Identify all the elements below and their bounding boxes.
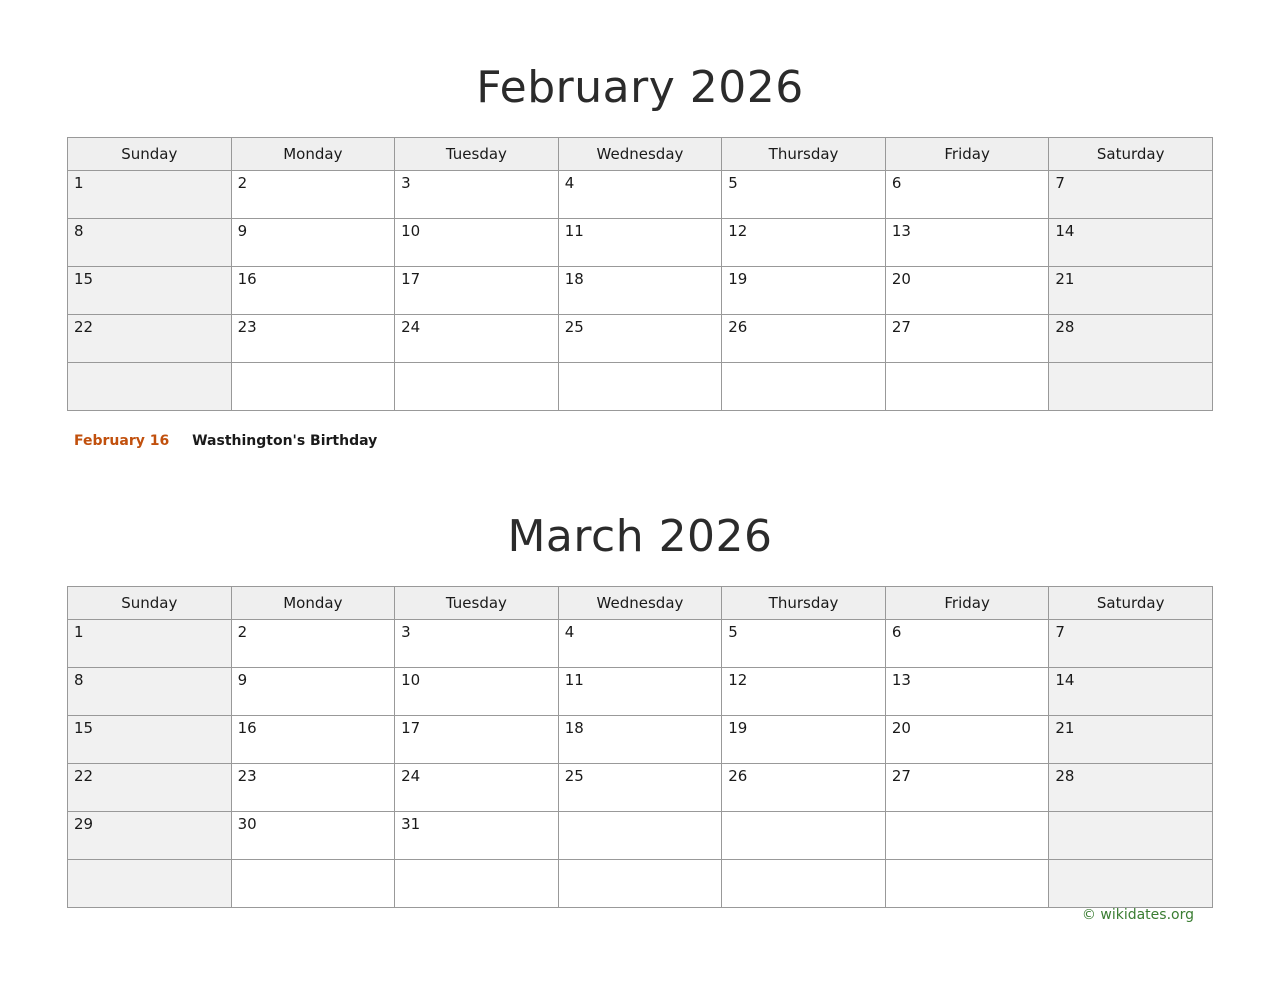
day-cell[interactable]: 15 xyxy=(68,267,232,315)
weekday-saturday: Saturday xyxy=(1049,587,1213,620)
week-row xyxy=(68,219,1213,267)
day-cell[interactable]: 8 xyxy=(68,219,232,267)
day-cell[interactable]: 27 xyxy=(885,764,1049,812)
day-cell-empty xyxy=(68,363,232,411)
week-row xyxy=(68,620,1213,668)
day-cell[interactable]: 27 xyxy=(885,315,1049,363)
day-cell-empty xyxy=(885,363,1049,411)
week-row xyxy=(68,764,1213,812)
day-cell[interactable]: 24 xyxy=(395,315,559,363)
weekday-thursday: Thursday xyxy=(722,587,886,620)
calendar-february xyxy=(67,137,1213,411)
day-cell[interactable]: 20 xyxy=(885,267,1049,315)
calendar-body-march xyxy=(68,620,1213,908)
calendar-february-wrapper xyxy=(67,137,1213,411)
day-cell-empty xyxy=(395,860,559,908)
day-cell[interactable]: 16 xyxy=(231,267,395,315)
page-title-march: March 2026 xyxy=(507,511,773,562)
day-cell[interactable]: 21 xyxy=(1049,267,1213,315)
week-row xyxy=(68,812,1213,860)
calendar-header-february xyxy=(68,138,1213,171)
day-cell-empty xyxy=(722,860,886,908)
day-cell[interactable]: 1 xyxy=(68,171,232,219)
day-cell[interactable]: 28 xyxy=(1049,764,1213,812)
calendar-march xyxy=(67,586,1213,908)
week-row xyxy=(68,363,1213,411)
holiday-name: Wasthington's Birthday xyxy=(192,433,378,449)
calendar-body-february xyxy=(68,171,1213,411)
day-cell[interactable]: 23 xyxy=(231,315,395,363)
day-cell[interactable]: 25 xyxy=(558,764,722,812)
day-cell[interactable]: 20 xyxy=(885,716,1049,764)
day-cell[interactable]: 13 xyxy=(885,219,1049,267)
day-cell[interactable]: 12 xyxy=(722,668,886,716)
day-cell-empty xyxy=(558,812,722,860)
day-cell[interactable]: 12 xyxy=(722,219,886,267)
day-cell-empty xyxy=(1049,363,1213,411)
week-row xyxy=(68,716,1213,764)
week-row xyxy=(68,171,1213,219)
week-row xyxy=(68,860,1213,908)
footer-credit xyxy=(1082,907,1194,923)
calendar-header-march xyxy=(68,587,1213,620)
weekday-saturday: Saturday xyxy=(1049,138,1213,171)
weekday-monday: Monday xyxy=(231,587,395,620)
day-cell[interactable]: 26 xyxy=(722,764,886,812)
week-row xyxy=(68,668,1213,716)
day-cell-empty xyxy=(722,812,886,860)
site-name[interactable]: wikidates.org xyxy=(1100,907,1194,923)
weekday-header-row xyxy=(68,138,1213,171)
day-cell[interactable]: 18 xyxy=(558,716,722,764)
weekday-tuesday: Tuesday xyxy=(395,587,559,620)
weekday-sunday: Sunday xyxy=(68,587,232,620)
day-cell[interactable]: 31 xyxy=(395,812,559,860)
weekday-sunday: Sunday xyxy=(68,138,232,171)
day-cell[interactable]: 17 xyxy=(395,267,559,315)
day-cell-empty xyxy=(722,363,886,411)
holiday-date: February 16 xyxy=(74,433,170,449)
day-cell-empty xyxy=(558,363,722,411)
day-cell[interactable]: 9 xyxy=(231,219,395,267)
day-cell[interactable]: 3 xyxy=(395,620,559,668)
week-row xyxy=(68,315,1213,363)
weekday-friday: Friday xyxy=(885,587,1049,620)
day-cell-empty xyxy=(231,363,395,411)
day-cell[interactable]: 9 xyxy=(231,668,395,716)
day-cell[interactable]: 25 xyxy=(558,315,722,363)
day-cell-empty xyxy=(885,812,1049,860)
day-cell[interactable]: 11 xyxy=(558,668,722,716)
day-cell[interactable]: 10 xyxy=(395,219,559,267)
day-cell[interactable]: 6 xyxy=(885,620,1049,668)
day-cell[interactable]: 16 xyxy=(231,716,395,764)
day-cell[interactable]: 18 xyxy=(558,267,722,315)
day-cell-empty xyxy=(1049,860,1213,908)
day-cell[interactable]: 2 xyxy=(231,171,395,219)
day-cell[interactable]: 4 xyxy=(558,171,722,219)
day-cell[interactable]: 29 xyxy=(68,812,232,860)
day-cell-empty xyxy=(68,860,232,908)
holiday-list xyxy=(74,433,1280,449)
weekday-header-row xyxy=(68,587,1213,620)
day-cell[interactable]: 13 xyxy=(885,668,1049,716)
day-cell-empty xyxy=(231,860,395,908)
day-cell[interactable]: 17 xyxy=(395,716,559,764)
page-title-february: February 2026 xyxy=(476,62,804,113)
day-cell[interactable]: 15 xyxy=(68,716,232,764)
day-cell[interactable]: 26 xyxy=(722,315,886,363)
day-cell[interactable]: 21 xyxy=(1049,716,1213,764)
weekday-monday: Monday xyxy=(231,138,395,171)
day-cell-empty xyxy=(558,860,722,908)
day-cell[interactable]: 8 xyxy=(68,668,232,716)
day-cell[interactable]: 10 xyxy=(395,668,559,716)
day-cell[interactable]: 23 xyxy=(231,764,395,812)
weekday-friday: Friday xyxy=(885,138,1049,171)
day-cell[interactable]: 11 xyxy=(558,219,722,267)
day-cell[interactable]: 22 xyxy=(68,315,232,363)
day-cell[interactable]: 7 xyxy=(1049,620,1213,668)
weekday-wednesday: Wednesday xyxy=(558,587,722,620)
weekday-thursday: Thursday xyxy=(722,138,886,171)
day-cell[interactable]: 28 xyxy=(1049,315,1213,363)
day-cell[interactable]: 4 xyxy=(558,620,722,668)
day-cell[interactable]: 19 xyxy=(722,716,886,764)
day-cell[interactable]: 2 xyxy=(231,620,395,668)
day-cell-empty xyxy=(395,363,559,411)
day-cell[interactable]: 3 xyxy=(395,171,559,219)
day-cell[interactable]: 5 xyxy=(722,620,886,668)
day-cell[interactable]: 24 xyxy=(395,764,559,812)
day-cell-empty xyxy=(1049,812,1213,860)
weekday-tuesday: Tuesday xyxy=(395,138,559,171)
day-cell[interactable]: 7 xyxy=(1049,171,1213,219)
day-cell-empty xyxy=(885,860,1049,908)
day-cell[interactable]: 14 xyxy=(1049,668,1213,716)
copyright-symbol: © xyxy=(1081,907,1096,923)
calendar-march-wrapper xyxy=(67,586,1213,908)
day-cell[interactable]: 30 xyxy=(231,812,395,860)
day-cell[interactable]: 5 xyxy=(722,171,886,219)
day-cell[interactable]: 14 xyxy=(1049,219,1213,267)
week-row xyxy=(68,267,1213,315)
day-cell[interactable]: 22 xyxy=(68,764,232,812)
day-cell[interactable]: 1 xyxy=(68,620,232,668)
weekday-wednesday: Wednesday xyxy=(558,138,722,171)
day-cell[interactable]: 6 xyxy=(885,171,1049,219)
day-cell[interactable]: 19 xyxy=(722,267,886,315)
